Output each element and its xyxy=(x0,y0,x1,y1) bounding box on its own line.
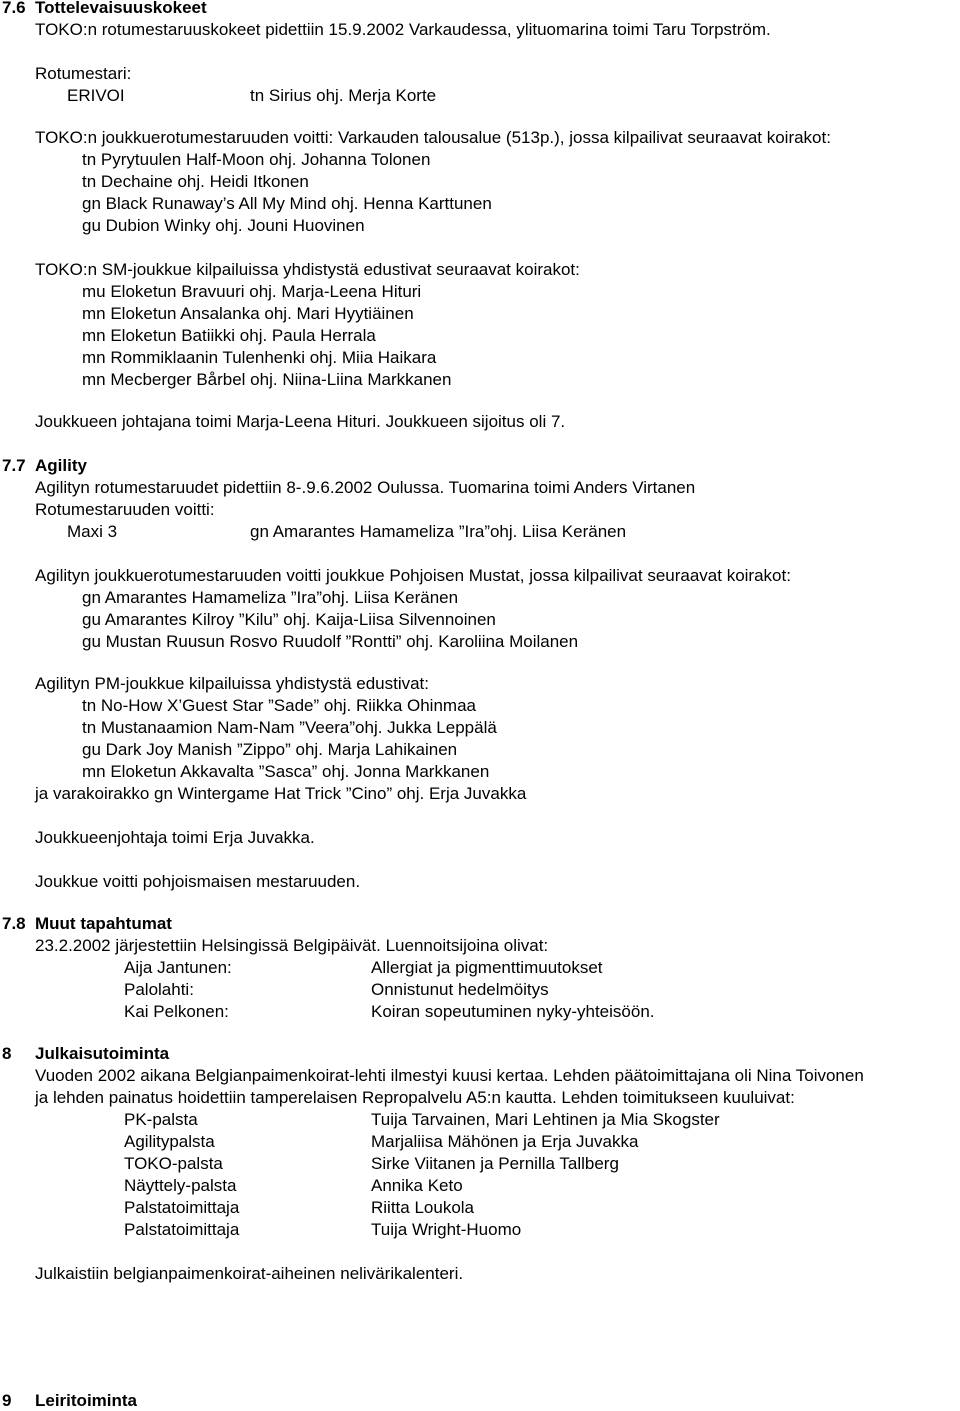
toko-sm-leader: Joukkueen johtajana toimi Marja-Leena Hituri. Joukkueen sijoitus oli 7. xyxy=(35,412,566,431)
list-item: mn Eloketun Ansalanka ohj. Mari Hyytiäinen xyxy=(82,304,414,323)
editor-section: Näyttely-palsta xyxy=(124,1176,237,1195)
section-7-7-title: Agility xyxy=(35,456,87,475)
list-item: gn Black Runaway’s All My Mind ohj. Henna Karttunen xyxy=(82,194,492,213)
agility-pm-intro: Agilityn PM-joukkue kilpailuissa yhdistystä edustivat: xyxy=(35,674,430,693)
editor-names: Annika Keto xyxy=(371,1176,463,1195)
maxi-winner: gn Amarantes Hamameliza ”Ira”ohj. Liisa Keränen xyxy=(250,522,627,541)
editor-section: Palstatoimittaja xyxy=(124,1198,240,1217)
section-9-title: Leiritoiminta xyxy=(35,1391,138,1410)
agility-result: Joukkue voitti pohjoismaisen mestaruuden. xyxy=(35,872,361,891)
calendar-note: Julkaistiin belgianpaimenkoirat-aiheinen nelivärikalenteri. xyxy=(35,1264,464,1283)
editor-section: Palstatoimittaja xyxy=(124,1220,240,1239)
list-item: mu Eloketun Bravuuri ohj. Marja-Leena Hituri xyxy=(82,282,422,301)
list-item: gu Dark Joy Manish ”Zippo” ohj. Marja Lahikainen xyxy=(82,740,458,759)
lecture-topic: Onnistunut hedelmöitys xyxy=(371,980,549,999)
lecture-topic: Koiran sopeutuminen nyky-yhteisöön. xyxy=(371,1002,655,1021)
editor-names: Sirke Viitanen ja Pernilla Tallberg xyxy=(371,1154,619,1173)
section-7-8-title: Muut tapahtumat xyxy=(35,914,172,933)
section-8-title: Julkaisutoiminta xyxy=(35,1044,170,1063)
editor-section: Agilitypalsta xyxy=(124,1132,215,1151)
lecturer-name: Aija Jantunen: xyxy=(124,958,232,977)
list-item: tn Pyrytuulen Half-Moon ohj. Johanna Tolonen xyxy=(82,150,431,169)
section-7-8-number: 7.8 xyxy=(2,914,26,933)
list-item: mn Eloketun Akkavalta ”Sasca” ohj. Jonna Markkanen xyxy=(82,762,490,781)
toko-intro: TOKO:n rotumestaruuskokeet pidettiin 15.9.2002 Varkaudessa, ylituomarina toimi Taru Torpström. xyxy=(35,20,771,39)
editor-section: PK-palsta xyxy=(124,1110,198,1129)
champion-label: Rotumestari: xyxy=(35,64,132,83)
agility-team-intro: Agilityn joukkuerotumestaruuden voitti joukkue Pohjoisen Mustat, jossa kilpailivat seuraavat koirakot: xyxy=(35,566,791,585)
agility-reserve: ja varakoirakko gn Wintergame Hat Trick ”Cino” ohj. Erja Juvakka xyxy=(35,784,527,803)
section-8-number: 8 xyxy=(2,1044,12,1063)
publishing-intro-1: Vuoden 2002 aikana Belgianpaimenkoirat-lehti ilmestyi kuusi kertaa. Lehden päätoimittajana oli Nina Toivonen xyxy=(35,1066,864,1085)
list-item: tn No-How X’Guest Star ”Sade” ohj. Riikka Ohinmaa xyxy=(82,696,476,715)
list-item: mn Rommiklaanin Tulenhenki ohj. Miia Haikara xyxy=(82,348,437,367)
toko-sm-intro: TOKO:n SM-joukkue kilpailuissa yhdistystä edustivat seuraavat koirakot: xyxy=(35,260,580,279)
maxi-class: Maxi 3 xyxy=(67,522,118,541)
list-item: gu Mustan Ruusun Rosvo Ruudolf ”Rontti” ohj. Karoliina Moilanen xyxy=(82,632,579,651)
list-item: gu Dubion Winky ohj. Jouni Huovinen xyxy=(82,216,365,235)
lecturer-name: Kai Pelkonen: xyxy=(124,1002,229,1021)
lecturer-name: Palolahti: xyxy=(124,980,194,999)
champion-dog-details: tn Sirius ohj. Merja Korte xyxy=(250,86,437,105)
list-item: gu Amarantes Kilroy ”Kilu” ohj. Kaija-Liisa Silvennoinen xyxy=(82,610,496,629)
section-9-number: 9 xyxy=(2,1391,12,1410)
agility-intro: Agilityn rotumestaruudet pidettiin 8-.9.6.2002 Oulussa. Tuomarina toimi Anders Virtanen xyxy=(35,478,696,497)
publishing-intro-2: ja lehden painatus hoidettiin tamperelaisen Repropalvelu A5:n kautta. Lehden toimitukseen kuuluivat: xyxy=(35,1088,795,1107)
events-intro: 23.2.2002 järjestettiin Helsingissä Belgipäivät. Luennoitsijoina olivat: xyxy=(35,936,549,955)
editor-names: Riitta Loukola xyxy=(371,1198,475,1217)
editor-names: Marjaliisa Mähönen ja Erja Juvakka xyxy=(371,1132,639,1151)
agility-winners-label: Rotumestaruuden voitti: xyxy=(35,500,215,519)
section-7-7-number: 7.7 xyxy=(2,456,26,475)
editor-names: Tuija Tarvainen, Mari Lehtinen ja Mia Skogster xyxy=(371,1110,720,1129)
editor-names: Tuija Wright-Huomo xyxy=(371,1220,522,1239)
section-7-6-title: Tottelevaisuuskokeet xyxy=(35,0,207,17)
champion-dog-name: ERIVOI xyxy=(67,86,125,105)
list-item: tn Dechaine ohj. Heidi Itkonen xyxy=(82,172,309,191)
toko-team-intro: TOKO:n joukkuerotumestaruuden voitti: Varkauden talousalue (513p.), jossa kilpailivat seuraavat koirakot: xyxy=(35,128,831,147)
list-item: mn Mecberger Bårbel ohj. Niina-Liina Markkanen xyxy=(82,370,452,389)
list-item: tn Mustanaamion Nam-Nam ”Veera”ohj. Jukka Leppälä xyxy=(82,718,497,737)
list-item: mn Eloketun Batiikki ohj. Paula Herrala xyxy=(82,326,376,345)
section-7-6-number: 7.6 xyxy=(2,0,26,17)
lecture-topic: Allergiat ja pigmenttimuutokset xyxy=(371,958,603,977)
list-item: gn Amarantes Hamameliza ”Ira”ohj. Liisa Keränen xyxy=(82,588,459,607)
agility-team-leader: Joukkueenjohtaja toimi Erja Juvakka. xyxy=(35,828,315,847)
editor-section: TOKO-palsta xyxy=(124,1154,223,1173)
